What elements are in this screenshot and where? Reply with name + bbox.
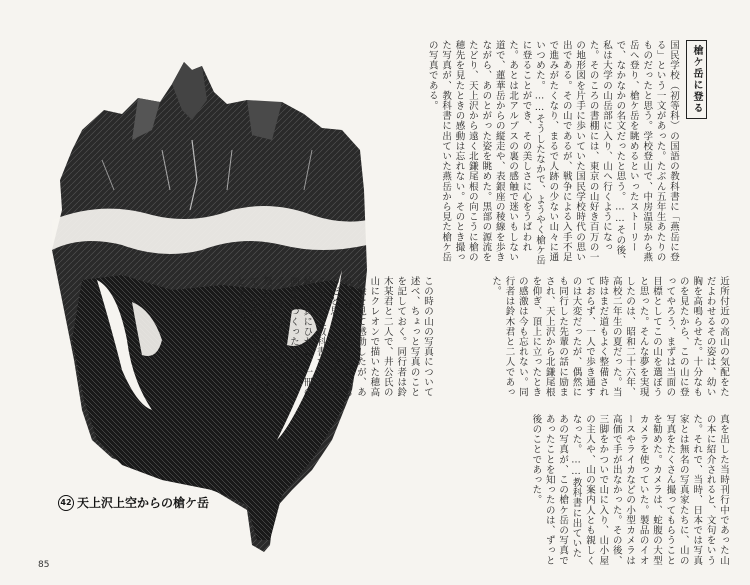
page-number: 85: [38, 560, 50, 570]
caption-text: 天上沢上空からの槍ケ岳: [77, 496, 210, 510]
text-block-bottom-right: [234, 276, 434, 406]
text-block-lower: [388, 414, 730, 566]
text-block-top-right: [388, 40, 680, 268]
text-far-right-lower: 近所付近の高山の気配をただよわせるその姿は、幼い胸を高鳴らせた。十分なものを見たから、この山に登ってやろう、まずは当面の目標としてこの山を選ぼうと思った。そんな夢を実現したのは、昭和二十六年、高校二年生の夏だった。当時はまだ道もよく整備されておらず、一人で歩き通すのは大変だったが、偶然にも同行した先輩の話に励まされ、天上沢から北鎌尾根を仰ぎ、頂上に立ったときの感激は今も忘れない。同行者は鈴木君と二人であった。: [490, 276, 729, 398]
text-block-far-right-lower: [440, 276, 730, 406]
text-top-right: 国民学校（初等科）の国語の教科書に「燕岳に登る」という一文があった。たぶん五年生あたりのものだったと思う。学校登山で、中房温泉から燕岳へ登り、槍ケ岳を眺めるといったストーリーで、なかなかの名文だったと思う。……その後、私は大学の山岳部に入り、山へ行くようになった。そのころの書棚には、東京の山好き百万の一の地形図を片手に歩いていた国民学校時代の思い出である。その山であるが、戦争による入手不足で進みがたくなり、まるで人跡の少ない山々に通いつめた。……そうしたなかで、ようやく槍ケ岳に登ることができ、その美しさに心をうばわれた。あとは北アルプスの裏の感触で迷いもしない道で、蓮華岳からの縦走や、表銀座の稜線を歩きながら、あのとがった姿を眺めた。黒部の源流をたどり、天上沢から遠く北鎌尾根の向こうに槍の穂先を見たときの感動は忘れない。そのとき撮った写真が、教科書に出ていた燕岳から見た槍ケ岳の写真である。: [426, 40, 679, 266]
text-lower: 真を出した当時刊行中であった山の本に紹介されると、文句をいうた。それで、当時、日本では写真家とは無名の写真家たちに、山の写真をたくさん撮ってもらうことを勧めた。カメラは、蛇腹の大型カメラを使っていた。製品のイオースやライカなどの小型カメラは高価で手が出なかった。その後、三脚をかついで山に入り、山小屋の主人や、山の案内人とも親しくなった。……教科書に出ていたあの写真が、この槍ケ岳の写真であったことを知ったのは、ずっと後のことであった。: [530, 414, 729, 566]
photo-caption: [58, 494, 209, 511]
text-bottom-right: この時の山の写真について述べ、ちょっと写真のことを記しておく。同行者は鈴木某君と二人で、井公氏の山にクレオンで描いた穂高の絵を見て感動したが、あれでよくあの山を描けたものだと思う。私も小学生のころの国定教科書で、山の絵と写真にひかれ、一冊の画集をつくったことがある。会に出品したり、文化祭の写真展示にも協力して、写真一枚を寄贈したこともある。: [234, 276, 433, 398]
caption-number: 42: [58, 495, 74, 511]
section-heading: 槍ケ岳に登る: [686, 40, 707, 119]
